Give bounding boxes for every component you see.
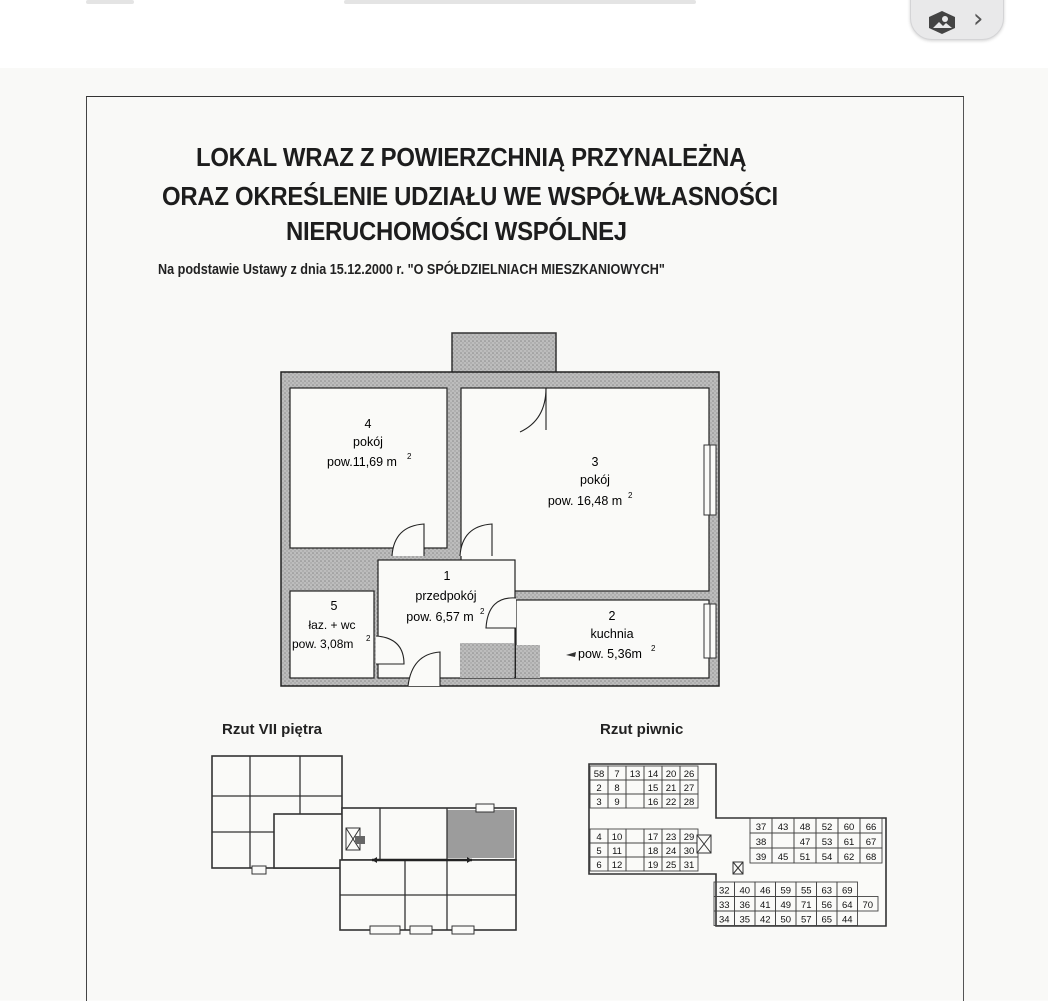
storage-number: 9: [614, 797, 620, 808]
storage-number: 69: [841, 885, 853, 897]
storage-number: 48: [799, 822, 811, 833]
storage-number: 61: [843, 837, 855, 848]
room-2-unit-sup: 2: [651, 644, 656, 653]
storage-number: 47: [799, 837, 811, 848]
room-4-name: pokój: [353, 435, 383, 449]
storage-number: 26: [683, 769, 695, 780]
storage-number: 52: [821, 822, 833, 833]
viewer-nav-pill[interactable]: [910, 0, 1004, 40]
storage-number: 3: [596, 797, 602, 808]
storage-number: 62: [843, 852, 855, 863]
storage-number: 59: [780, 885, 792, 897]
storage-number: 63: [821, 885, 833, 897]
storage-number: 65: [821, 914, 833, 926]
storage-number: 6: [596, 860, 602, 871]
storage-number: 12: [611, 860, 623, 871]
storage-number: 13: [629, 769, 641, 780]
storage-number: 67: [865, 837, 877, 848]
basement-plan: [586, 760, 890, 932]
chevron-right-icon[interactable]: ›: [973, 4, 984, 34]
room-3-name: pokój: [580, 473, 610, 487]
storage-number: 20: [665, 769, 677, 780]
storage-number: 49: [780, 900, 792, 911]
storage-number: 30: [683, 846, 695, 857]
storage-number: 29: [683, 832, 695, 843]
doc-title-line-3: NIERUCHOMOŚCI WSPÓLNEJ: [286, 216, 627, 246]
storage-number: 66: [865, 822, 877, 833]
storage-number: 41: [759, 900, 771, 911]
storage-number: 25: [665, 860, 677, 871]
storage-number: 16: [647, 797, 659, 808]
room-5-area: pow. 3,08m: [292, 637, 354, 651]
doc-subtitle: Na podstawie Ustawy z dnia 15.12.2000 r. "O SPÓŁDZIELNIACH MIESZKANIOWYCH": [158, 262, 665, 278]
room-2-area: pow. 5,36m: [578, 647, 642, 661]
storage-number: 5: [596, 846, 602, 857]
room-1-unit-sup: 2: [480, 607, 485, 616]
room-4-unit-sup: 2: [407, 452, 412, 461]
room-4-number: 4: [364, 417, 372, 431]
floor-vii-plan: [208, 750, 522, 936]
storage-number: 34: [718, 914, 730, 926]
storage-number: 28: [683, 797, 695, 808]
room-3-number: 3: [591, 455, 599, 469]
storage-number: 38: [755, 837, 767, 848]
faint-mark: [86, 0, 134, 4]
storage-number: 19: [647, 860, 659, 871]
storage-number: 57: [800, 914, 812, 926]
storage-number: 11: [612, 846, 622, 857]
storage-number: 51: [799, 852, 811, 863]
storage-number: 53: [821, 837, 833, 848]
room-5-number: 5: [330, 599, 338, 613]
doc-title-line-1: LOKAL WRAZ Z POWIERZCHNIĄ PRZYNALEŻNĄ: [196, 142, 747, 172]
faint-mark: [344, 0, 696, 4]
storage-number: 18: [647, 846, 659, 857]
storage-number: 21: [665, 783, 677, 794]
storage-number: 64: [841, 900, 853, 911]
room-3-area: pow. 16,48 m: [547, 494, 623, 508]
image-icon[interactable]: [925, 9, 959, 35]
room-5-name: łaz. + wc: [308, 618, 356, 632]
storage-number: 56: [821, 900, 833, 911]
room-5-unit-sup: 2: [366, 634, 371, 643]
storage-number: 58: [593, 769, 605, 780]
storage-number: 60: [843, 822, 855, 833]
storage-number: 36: [739, 900, 751, 911]
room-3-unit-sup: 2: [628, 491, 633, 500]
storage-number: 23: [665, 832, 677, 843]
storage-number: 43: [777, 822, 789, 833]
storage-number: 15: [647, 783, 659, 794]
storage-number: 22: [665, 797, 677, 808]
storage-number: 2: [596, 783, 602, 794]
storage-number: 70: [862, 900, 874, 911]
storage-number: 24: [665, 846, 677, 857]
doc-title-line-2: ORAZ OKREŚLENIE UDZIAŁU WE WSPÓŁWŁASNOŚCI: [162, 181, 778, 211]
storage-number: 50: [780, 914, 792, 926]
storage-number: 37: [755, 822, 767, 833]
storage-number: 33: [718, 900, 730, 911]
room-1-area: pow. 6,57 m: [406, 610, 474, 624]
storage-number: 4: [596, 832, 602, 843]
storage-number: 68: [865, 852, 877, 863]
storage-number: 27: [683, 783, 695, 794]
storage-number: 44: [841, 914, 853, 926]
storage-number: 42: [759, 914, 771, 926]
room-1-number: 1: [443, 569, 451, 583]
storage-number: 35: [739, 914, 751, 926]
storage-number: 17: [647, 832, 659, 843]
storage-number: 31: [683, 860, 695, 871]
room-1-name: przedpokój: [415, 589, 477, 603]
storage-number: 39: [755, 852, 767, 863]
room-2-name: kuchnia: [590, 627, 634, 641]
floor-plan-caption: Rzut VII piętra: [222, 721, 323, 738]
storage-number: 14: [647, 769, 659, 780]
room-4-area: pow.11,69 m: [327, 455, 397, 469]
storage-number: 71: [800, 900, 812, 911]
storage-number: 8: [614, 783, 620, 794]
storage-number: 10: [611, 832, 623, 843]
storage-number: 7: [614, 769, 620, 780]
storage-number: 54: [821, 852, 833, 863]
room-2-number: 2: [608, 609, 616, 623]
basement-plan-caption: Rzut piwnic: [600, 721, 684, 738]
storage-number: 46: [759, 885, 771, 897]
storage-number: 40: [739, 885, 751, 897]
storage-number: 45: [777, 852, 789, 863]
apartment-floor-plan: [270, 325, 730, 695]
viewer-topbar: [0, 0, 1048, 68]
storage-number: 55: [800, 885, 812, 897]
storage-number: 32: [718, 885, 730, 897]
